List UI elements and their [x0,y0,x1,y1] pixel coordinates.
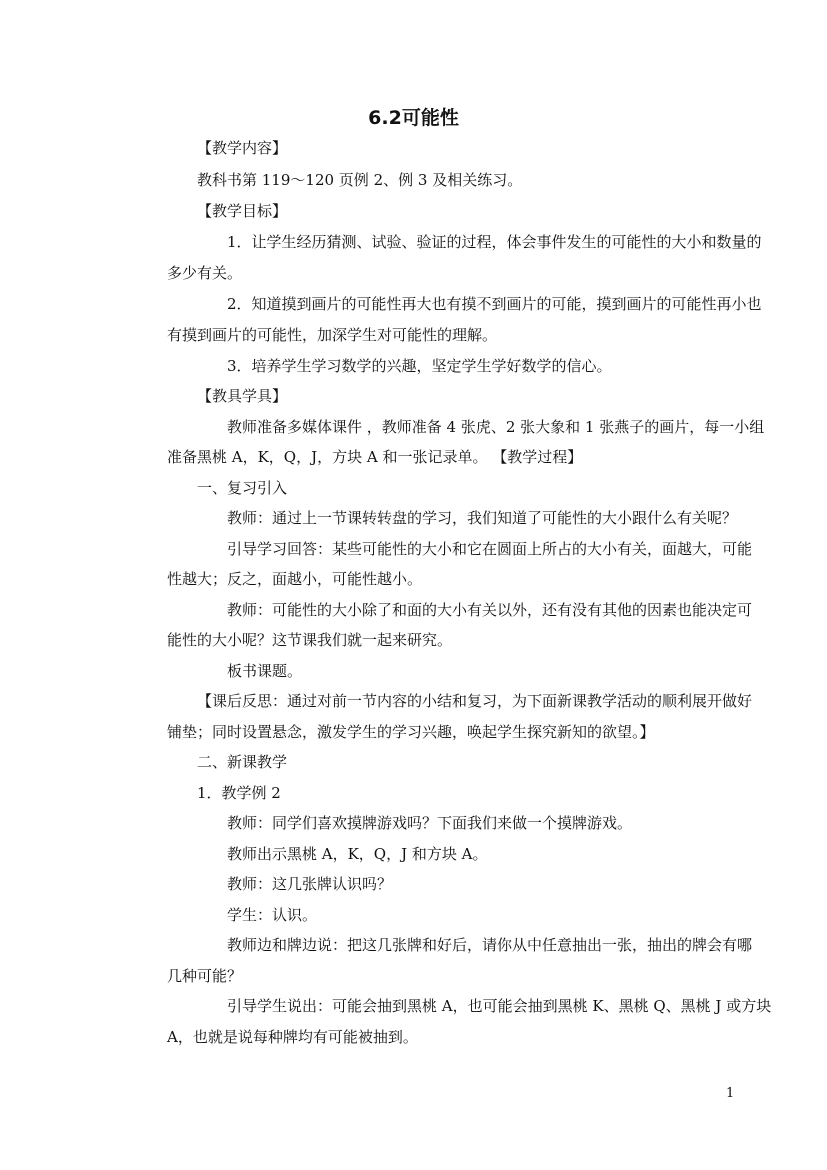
paragraph-line: 教师准备多媒体课件 ，教师准备 4 张虎、2 张大象和 1 张燕子的画片，每一小组 [227,418,765,436]
paragraph-line: 2．知道摸到画片的可能性再大也有摸不到画片的可能，摸到画片的可能性再小也 [227,295,762,313]
paragraph-line: A，也就是说每种牌均有可能被抽到。 [167,1028,418,1046]
subsection-heading: 1．教学例 2 [197,784,281,802]
paragraph-line: 几种可能？ [167,967,243,985]
reflection-line: 铺垫；同时设置悬念，激发学生的学习兴趣，唤起学生探究新知的欲望。】 [167,723,655,741]
paragraph-line: 引导学生说出：可能会抽到黑桃 A，也可能会抽到黑桃 K、黑桃 Q、黑桃 J 或方块 [227,997,772,1015]
paragraph-line: 引导学习回答：某些可能性的大小和它在圆面上所占的大小有关，面越大，可能 [227,540,753,558]
paragraph-line: 1．让学生经历猜测、试验、验证的过程，体会事件发生的可能性的大小和数量的 [227,233,762,251]
paragraph-line: 教师：同学们喜欢摸牌游戏吗？下面我们来做一个摸牌游戏。 [227,814,633,832]
paragraph-line: 学生：认识。 [227,906,318,924]
section-heading-review: 一、复习引入 [197,479,288,497]
paragraph-line: 多少有关。 [167,264,243,282]
paragraph-line: 有摸到画片的可能性，加深学生对可能性的理解。 [167,326,498,344]
paragraph-line: 能性的大小呢？这节课我们就一起来研究。 [167,631,453,649]
paragraph-line: 教师：通过上一节课转转盘的学习，我们知道了可能性的大小跟什么有关呢？ [227,509,738,527]
paragraph-line: 教师出示黑桃 A，K，Q，J 和方块 A。 [227,845,488,863]
section-heading-tools: 【教具学具】 [197,387,288,405]
page-number: 1 [726,1086,735,1101]
paragraph-line: 板书课题。 [227,662,303,680]
paragraph-line: 3．培养学生学习数学的兴趣，坚定学生学好数学的信心。 [227,357,612,375]
section-heading-new-lesson: 二、新课教学 [197,753,288,771]
document-title: 6.2可能性 [368,107,459,129]
paragraph-line: 准备黑桃 A，K，Q，J，方块 A 和一张记录单。 【教学过程】 [167,448,583,466]
paragraph-line: 教师：这几张牌认识吗？ [227,875,393,893]
paragraph-line: 教科书第 119～120 页例 2、例 3 及相关练习。 [197,171,523,189]
paragraph-line: 教师边和牌边说：把这几张牌和好后，请你从中任意抽出一张，抽出的牌会有哪 [227,936,753,954]
paragraph-line: 性越大；反之，面越小，可能性越小。 [167,570,423,588]
section-heading-goals: 【教学目标】 [197,202,288,220]
section-heading-content: 【教学内容】 [197,139,288,157]
reflection-line: 【课后反思：通过对前一节内容的小结和复习，为下面新课教学活动的顺利展开做好 [197,692,753,710]
paragraph-line: 教师：可能性的大小除了和面的大小有关以外，还有没有其他的因素也能决定可 [227,601,753,619]
